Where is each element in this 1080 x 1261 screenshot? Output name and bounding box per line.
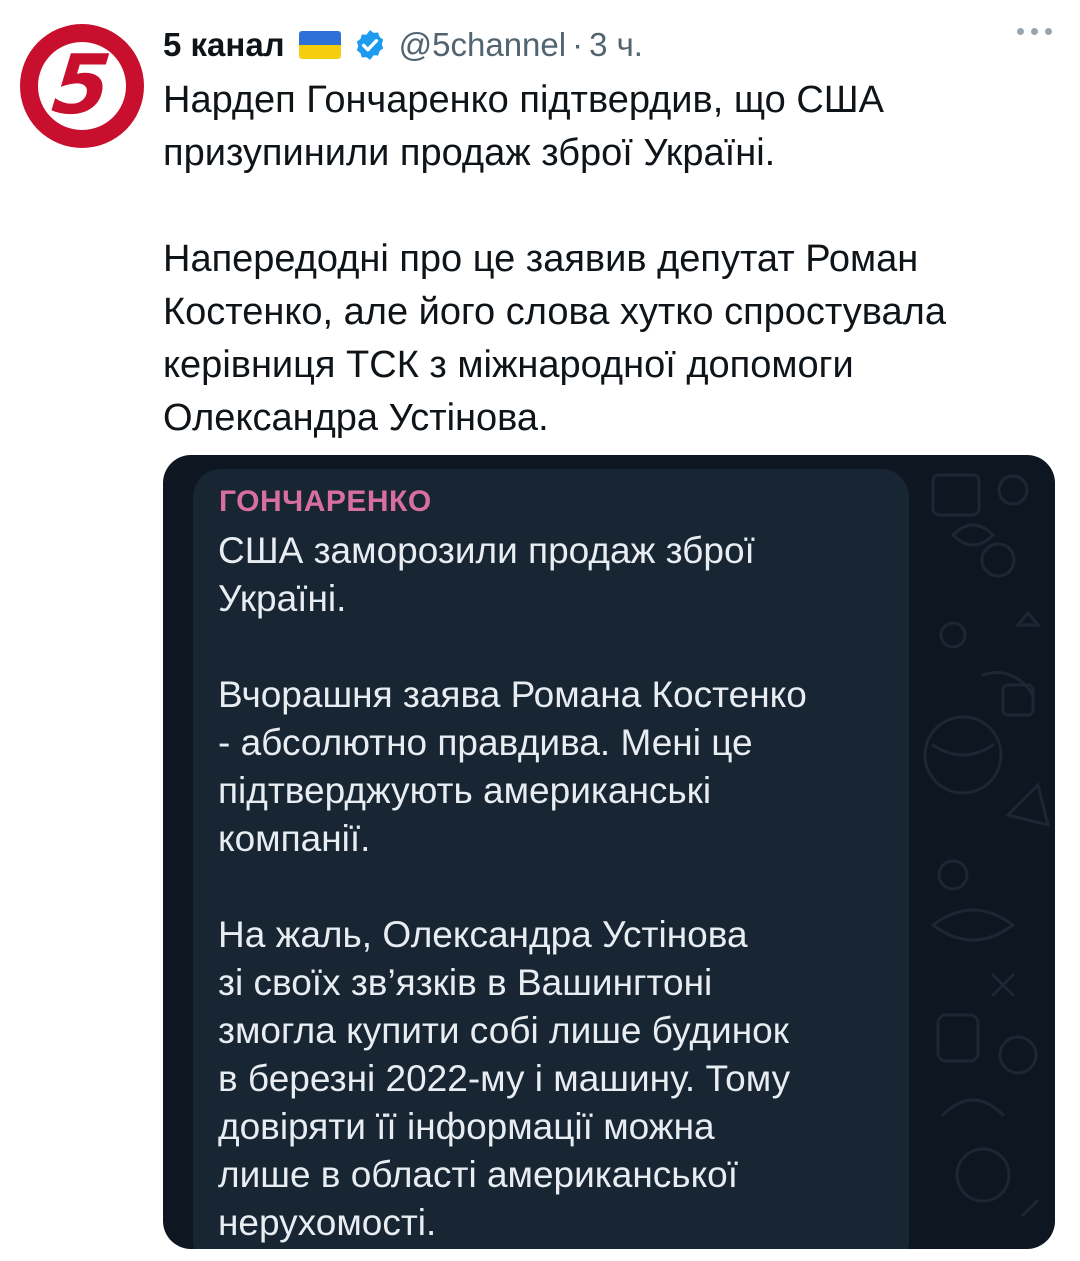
message-line: довіряти її інформації можна [218,1106,715,1147]
more-options-icon[interactable] [1017,28,1052,35]
tweet-text [163,74,1053,445]
avatar[interactable] [20,24,144,148]
message-line: змогла купити собі лише будинок [218,1010,789,1051]
tweet-text-line: Нардеп Гончаренко підтвердив, що США [163,79,884,121]
message-line: нерухомості. [218,1202,437,1243]
message-line: лише в області американської [218,1154,739,1195]
message-sender: ГОНЧАРЕНКО [219,485,432,518]
separator-dot: · [572,26,584,63]
avatar-logo-text: 5 [48,38,116,133]
author-name[interactable]: 5 канал [163,26,285,63]
tweet-text-line: Напередодні про це заявив депутат Роман [163,238,919,280]
message-line: - абсолютно правдива. Мені це [218,722,753,763]
tweet-text-line: Костенко, але його слова хутко спростувала [163,291,946,333]
verified-badge-icon [353,28,387,62]
message-text [218,527,898,1247]
message-line: Вчорашня заява Романа Костенко [218,674,807,715]
message-line: в березні 2022-му і машину. Тому [218,1058,791,1099]
message-line: Україні. [218,578,347,619]
tweet-media-image[interactable] [163,455,1055,1249]
tweet-timestamp[interactable]: 3 ч. [589,26,643,63]
message-line: зі своїх зв’язків в Вашингтоні [218,962,713,1003]
tweet-text-line: керівниця ТСК з міжнародної допомоги [163,344,854,386]
tweet-text-line: Олександра Устінова. [163,397,549,439]
ukraine-flag-icon [299,31,341,59]
tweet-text-line: призупинили продаж зброї Україні. [163,132,776,174]
message-line: підтверджують американські [218,770,712,811]
message-line: компанії. [218,818,371,859]
message-line: На жаль, Олександра Устінова [218,914,748,955]
avatar-logo [38,38,126,133]
message-line: США заморозили продаж зброї [218,530,755,571]
author-handle[interactable]: @5channel [398,26,567,63]
tweet-header [163,20,643,70]
